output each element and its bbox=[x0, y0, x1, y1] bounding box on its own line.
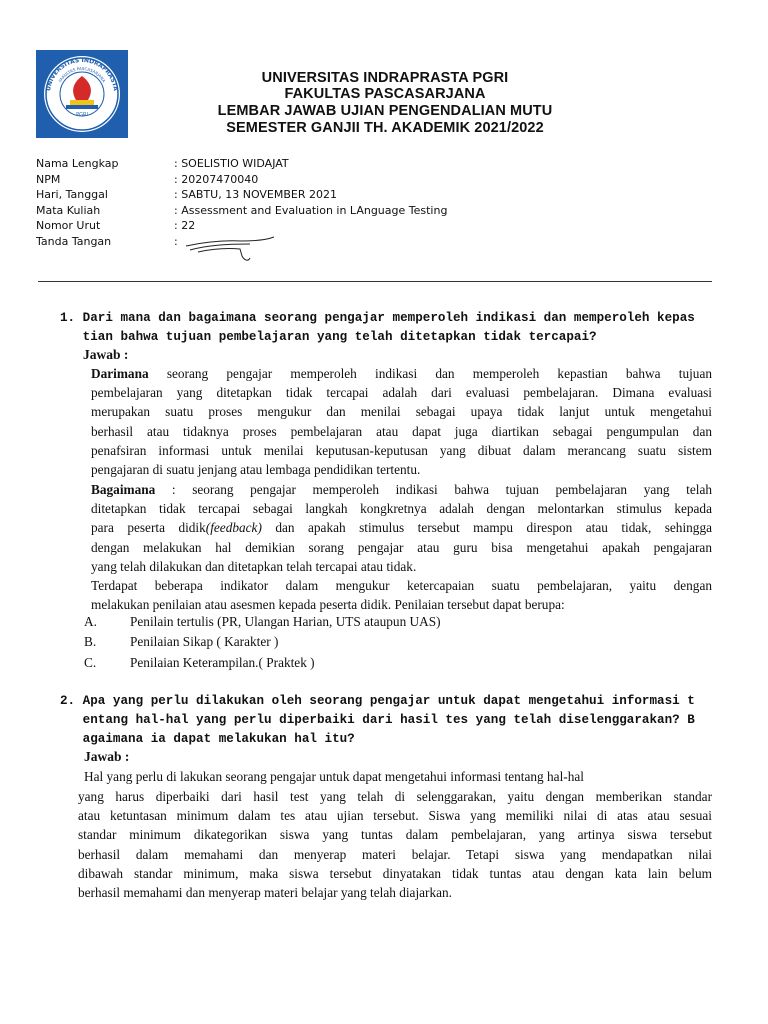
list-marker: B. bbox=[84, 634, 97, 649]
logo-text-top: UNIVERSITAS INDRAPRASTA bbox=[45, 56, 119, 92]
question-2-line-1: 2. Apa yang perlu dilakukan oleh seorang pengajar untuk dapat mengetahui informasi t bbox=[60, 694, 695, 708]
text-line: yang harus diperbaiki dari hasil test yang telah di selenggarakan, yaitu dengan memberikan standar bbox=[78, 789, 712, 804]
header-faculty: FAKULTAS PASCASARJANA bbox=[284, 86, 486, 102]
list-text: Penilain tertulis (PR, Ulangan Harian, UTS ataupun UAS) bbox=[130, 614, 441, 629]
text-line: dibawah standar minimum, maka siswa tersebut dinyatakan tidak tuntas atau dengan kata lain belum bbox=[78, 865, 712, 881]
info-value: : 22 bbox=[174, 219, 196, 232]
info-label: NPM bbox=[36, 173, 61, 186]
text-line: : seorang pengajar memperoleh indikasi bahwa tujuan pembelajaran yang telah bbox=[155, 482, 712, 497]
text-line: dengan melakukan hal demikian sorang pengajar atau guru bisa mengetahui apakah pengajaran bbox=[91, 539, 712, 555]
italic-term: (feedback) bbox=[205, 520, 262, 536]
info-value: : bbox=[174, 235, 178, 248]
info-label: Mata Kuliah bbox=[36, 204, 101, 217]
list-text: Penilaian Keterampilan.( Praktek ) bbox=[130, 655, 315, 670]
divider bbox=[38, 281, 712, 282]
text-line: standar minimum dikategorikan siswa yang tuntas dalam pembelajaran, yang artinya siswa tersebut bbox=[78, 827, 712, 843]
signature bbox=[184, 232, 276, 264]
logo-text-mid: FAKULTAS PASCASARJANA bbox=[57, 65, 107, 84]
question-1-line-1: 1. Dari mana dan bagaimana seorang pengajar memperoleh indikasi dan memperoleh kepas bbox=[60, 311, 695, 325]
answer-label: Jawab : bbox=[83, 347, 129, 362]
text-line: yang telah dilakukan dan ditetapkan telah tercapai atau tidak. bbox=[91, 558, 417, 574]
header-title: LEMBAR JAWAB UJIAN PENGENDALIAN MUTU bbox=[217, 103, 553, 119]
text-line: melakukan penilaian atau asesmen kepada peserta didik. Penilaian tersebut dapat berupa: bbox=[91, 597, 565, 613]
university-logo bbox=[36, 50, 128, 138]
text-line: Hal yang perlu di lakukan seorang pengajar untuk dapat mengetahui informasi tentang hal-hal bbox=[84, 769, 584, 784]
list-text: Penilaian Sikap ( Karakter ) bbox=[130, 634, 279, 649]
text-line: Terdapat beberapa indikator dalam mengukur ketercapaian suatu pembelajaran, yaitu dengan bbox=[91, 578, 712, 593]
text-line: berhasil dalam memahami dan menyerap materi belajar. Tetapi siswa yang mendapatkan nilai bbox=[78, 846, 712, 862]
logo-text-bottom: PGRI bbox=[76, 112, 88, 118]
keyword-bagaimana: Bagaimana bbox=[91, 482, 156, 497]
info-value: : SABTU, 13 NOVEMBER 2021 bbox=[174, 188, 338, 201]
question-2-line-3: agaimana ia dapat melakukan hal itu? bbox=[60, 732, 355, 746]
question-2-line-2: entang hal-hal yang perlu diperbaiki dari hasil tes yang telah diselenggarakan? B bbox=[60, 713, 695, 727]
header-semester: SEMESTER GANJII TH. AKADEMIK 2021/2022 bbox=[226, 120, 544, 136]
answer-label: Jawab : bbox=[84, 749, 130, 764]
info-label: Nama Lengkap bbox=[36, 157, 119, 170]
text-line: atau ketuntasan minimum dalam tes atau ujian tersebut. Siswa yang memiliki nilai di atas atau sesuai bbox=[78, 808, 712, 824]
answer-2-paragraph bbox=[78, 787, 712, 902]
info-label: Hari, Tanggal bbox=[36, 188, 108, 201]
text-fragment: dan apakah stimulus tersebut mampu direspon atau tidak, sehingga bbox=[261, 520, 712, 536]
keyword-darimana: Darimana bbox=[91, 366, 149, 381]
info-label: Nomor Urut bbox=[36, 219, 101, 232]
info-label: Tanda Tangan bbox=[36, 235, 112, 248]
answer-1-paragraph-3 bbox=[91, 576, 712, 614]
text-line: penafsiran informasi untuk menilai keputusan-keputusan yang dibuat dalam merancang suatu sistem bbox=[91, 442, 712, 458]
list-marker: C. bbox=[84, 655, 97, 670]
answer-1-paragraph-1 bbox=[91, 364, 712, 479]
question-1-line-2: tian bahwa tujuan pembelajaran yang telah ditetapkan tidak tercapai? bbox=[60, 330, 597, 344]
info-value: : Assessment and Evaluation in LAnguage Testing bbox=[174, 204, 448, 217]
text-line: pengajaran di suatu jenjang atau lembaga pendidikan tertentu. bbox=[91, 461, 421, 477]
text-line: berhasil atau tidaknya proses pembelajaran atau dapat juga diartikan sebagai pengumpulan dan bbox=[91, 423, 712, 439]
text-line: berhasil memahami dan menyerap materi belajar yang telah diajarkan. bbox=[78, 884, 452, 900]
answer-1-paragraph-2 bbox=[91, 480, 712, 576]
list-marker: A. bbox=[84, 614, 97, 629]
text-line: pembelajaran yang ditetapkan tidak tercapai adalah dari evaluasi pembelajaran. Dimana evaluasi bbox=[91, 385, 712, 401]
info-value: : 20207470040 bbox=[174, 173, 259, 186]
text-line: ditetapkan tidak tercapai sebagai langkah kongkretnya adalah dengan melontarkan stimulus kepada bbox=[91, 501, 712, 517]
header-university: UNIVERSITAS INDRAPRASTA PGRI bbox=[261, 70, 509, 86]
text-fragment: para peserta didik bbox=[91, 520, 206, 536]
text-line: seorang pengajar memperoleh indikasi dan memperoleh kepastian bahwa tujuan bbox=[148, 366, 712, 381]
text-line: merupakan suatu proses mengukur dan menilai sebagai upaya tidak lanjut untuk mengetahui bbox=[91, 404, 712, 420]
answer-2-line-1 bbox=[84, 767, 694, 786]
info-value: : SOELISTIO WIDAJAT bbox=[174, 157, 289, 170]
